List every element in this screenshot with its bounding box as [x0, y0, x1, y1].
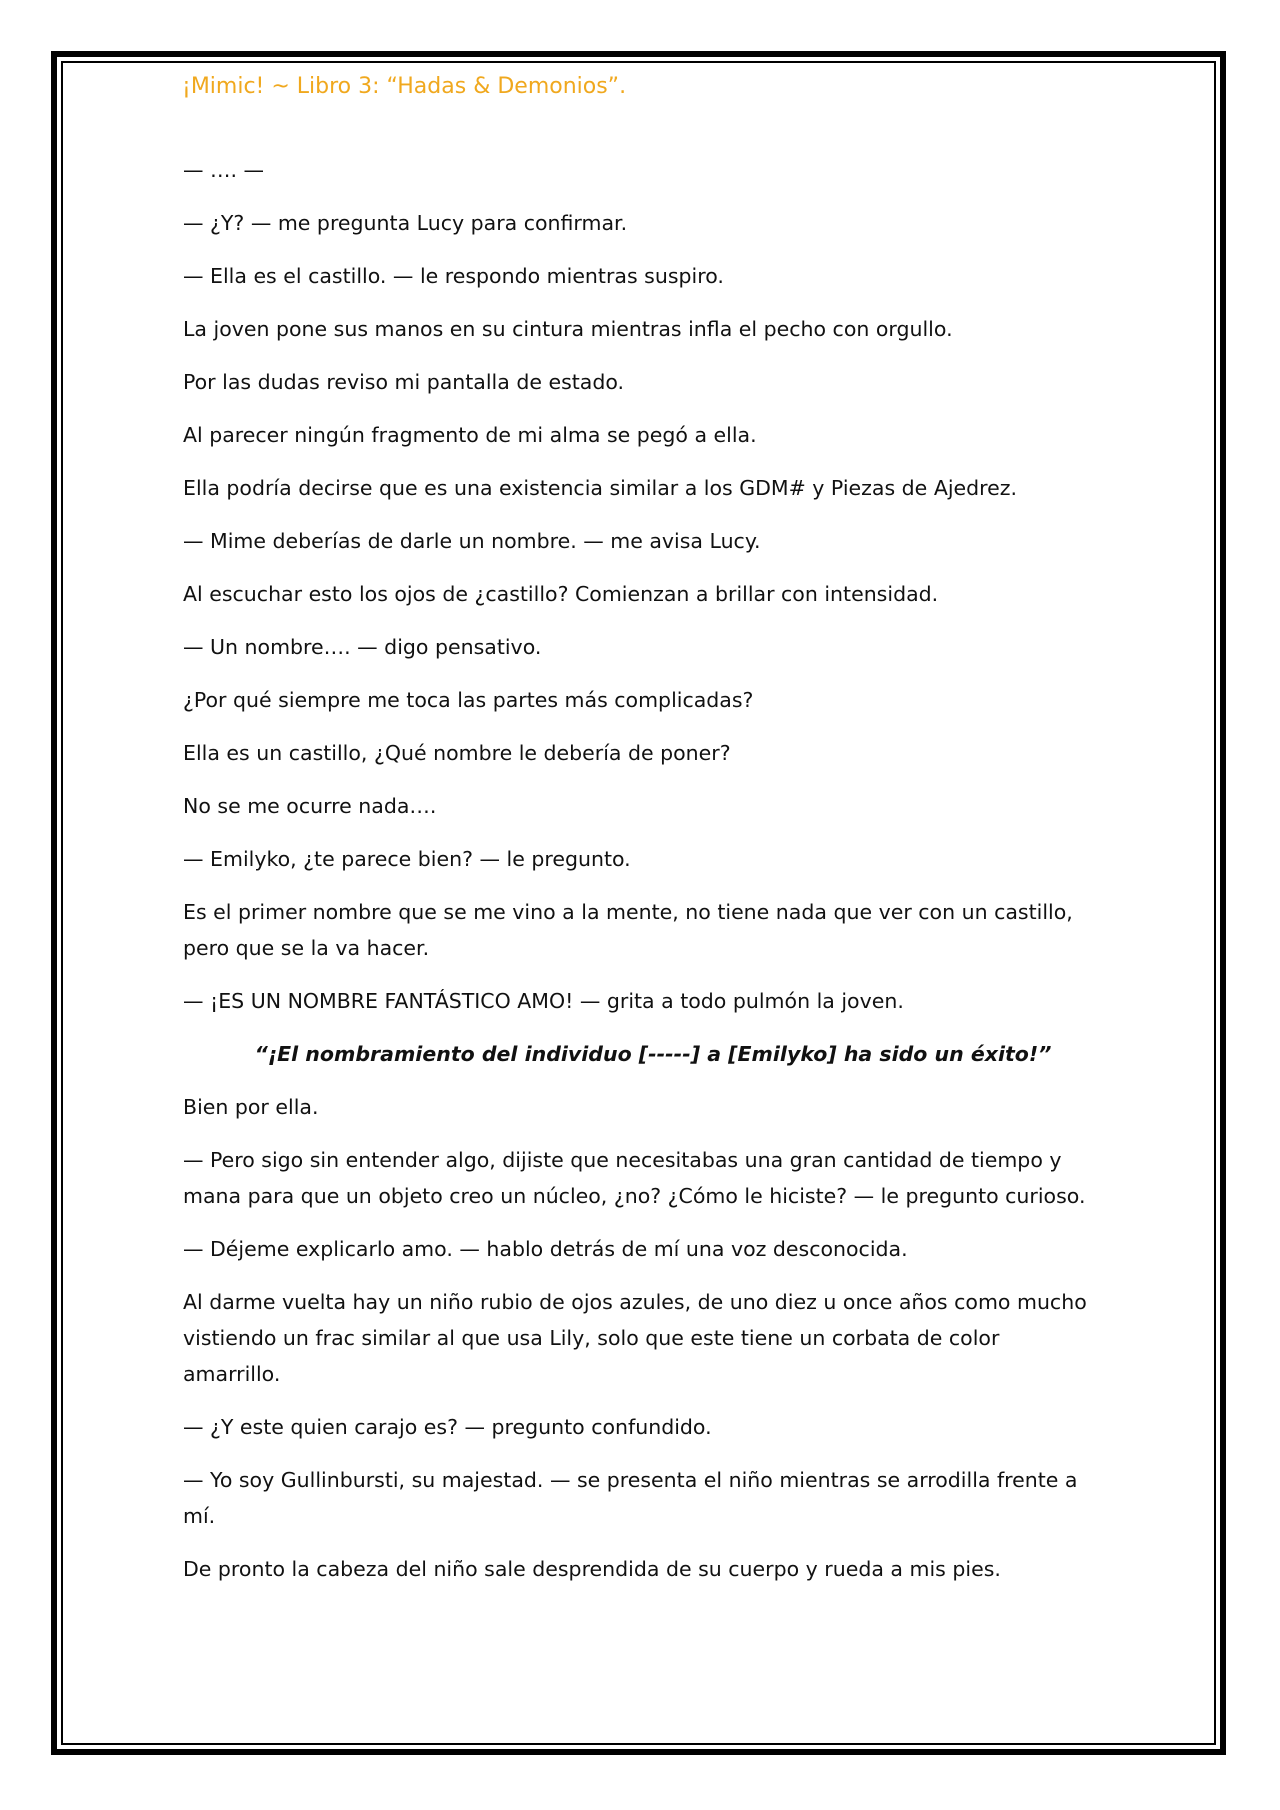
paragraph: Bien por ella.: [183, 1095, 319, 1119]
paragraph: — …. —: [183, 158, 265, 182]
paragraph: La joven pone sus manos en su cintura mientras infla el pecho con orgullo.: [183, 317, 953, 341]
paragraph: — Un nombre…. — digo pensativo.: [183, 635, 542, 659]
paragraph: — Pero sigo sin entender algo, dijiste que necesitabas una gran cantidad de tiempo y mana para que un objeto creo un núcleo, ¿no? ¿Cómo le hiciste? — le pregunto curioso.: [183, 1148, 1086, 1208]
paragraph: — Emilyko, ¿te parece bien? — le pregunto.: [183, 847, 631, 871]
paragraph: — Mime deberías de darle un nombre. — me avisa Lucy.: [183, 529, 761, 553]
paragraph: — ¡ES UN NOMBRE FANTÁSTICO AMO! — grita a todo pulmón la joven.: [183, 989, 904, 1013]
paragraph: Por las dudas reviso mi pantalla de estado.: [183, 370, 625, 394]
paragraph: Al escuchar esto los ojos de ¿castillo? Comienzan a brillar con intensidad.: [183, 582, 939, 606]
paragraph: — Déjeme explicarlo amo. — hablo detrás de mí una voz desconocida.: [183, 1237, 908, 1261]
system-message: “¡El nombramiento del individuo [-----] a [Emilyko] ha sido un éxito!”: [254, 1042, 1052, 1066]
paragraph: Ella podría decirse que es una existencia similar a los GDM# y Piezas de Ajedrez.: [183, 476, 1018, 500]
paragraph: Ella es un castillo, ¿Qué nombre le debería de poner?: [183, 741, 731, 765]
paragraph: — Yo soy Gullinbursti, su majestad. — se presenta el niño mientras se arrodilla frente a mí.: [183, 1468, 1078, 1528]
paragraph: — Ella es el castillo. — le respondo mientras suspiro.: [183, 264, 724, 288]
paragraph: Al darme vuelta hay un niño rubio de ojos azules, de uno diez u once años como mucho vistiendo un frac similar al que usa Lily, solo que este tiene un corbata de color amarrillo.: [183, 1290, 1087, 1386]
paragraph: — ¿Y? — me pregunta Lucy para confirmar.: [183, 211, 628, 235]
running-header: ¡Mimic! ~ Libro 3: “Hadas & Demonios”.: [182, 74, 627, 99]
paragraph: — ¿Y este quien carajo es? — pregunto confundido.: [183, 1415, 712, 1439]
paragraph: De pronto la cabeza del niño sale desprendida de su cuerpo y rueda a mis pies.: [183, 1557, 1001, 1581]
body-text: [183, 152, 1093, 1604]
paragraph: Es el primer nombre que se me vino a la mente, no tiene nada que ver con un castillo, pero que se la va hacer.: [183, 900, 1073, 960]
paragraph: ¿Por qué siempre me toca las partes más complicadas?: [183, 688, 754, 712]
paragraph: No se me ocurre nada….: [183, 794, 437, 818]
paragraph: Al parecer ningún fragmento de mi alma se pegó a ella.: [183, 423, 757, 447]
